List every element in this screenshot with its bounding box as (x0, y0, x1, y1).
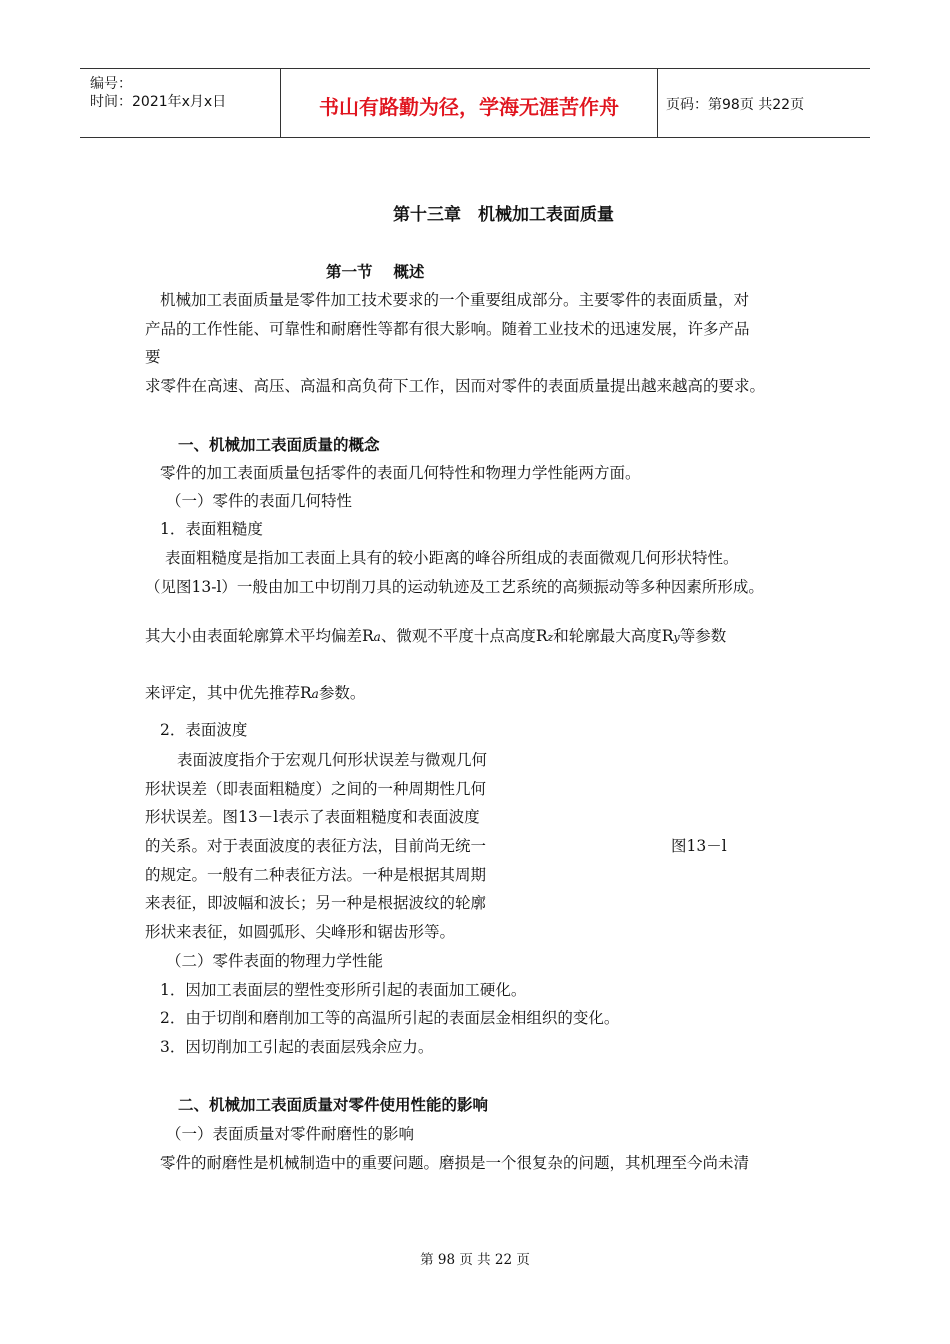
subheading: 一、机械加工表面质量的概念 (178, 435, 380, 454)
intro-line: 产品的工作性能、可靠性和耐磨性等都有很大影响。随着工业技术的迅速发展，许多产品 (145, 320, 750, 338)
waviness-line: 的规定。一般有二种表征方法。一种是根据其周期 (145, 866, 487, 884)
subsection-label: （一）零件的表面几何特性 (166, 492, 353, 510)
header-motto-cell (281, 69, 658, 137)
list-item: 2．表面波度 (160, 721, 248, 739)
subsection-label: （一）表面质量对零件耐磨性的影响 (166, 1125, 415, 1143)
number-label: 编号： (90, 76, 132, 92)
time-label: 时间：2021年x月x日 (90, 94, 227, 110)
evaluation-line: 来评定，其中优先推荐Ra参数。 (145, 684, 366, 702)
paragraph: 零件的加工表面质量包括零件的表面几何特性和物理力学性能两方面。 (160, 464, 641, 482)
section-heading: 第一节 概述 (326, 262, 425, 281)
header-page-cell (658, 69, 870, 137)
waviness-line: 形状来表征，如圆弧形、尖峰形和锯齿形等。 (145, 923, 456, 941)
intro-line: 要 (145, 348, 161, 366)
waviness-line: 的关系。对于表面波度的表征方法，目前尚无统一 (145, 837, 487, 855)
subscript-y: y (673, 631, 680, 644)
chapter-title: 第十三章 机械加工表面质量 (393, 205, 614, 225)
list-item: 1．表面粗糙度 (160, 520, 263, 538)
roughness-line: 表面粗糙度是指加工表面上具有的较小距离的峰谷所组成的表面微观几何形状特性。 (165, 549, 739, 567)
list-item: 1．因加工表面层的塑性变形所引起的表面加工硬化。 (160, 981, 527, 999)
roughness-line: （见图13-l）一般由加工中切削刀具的运动轨迹及工艺系统的高频振动等多种因素所形成。 (145, 578, 764, 596)
subheading: 二、机械加工表面质量对零件使用性能的影响 (178, 1095, 489, 1114)
subscript-a: a (373, 630, 381, 644)
waviness-line: 表面波度指介于宏观几何形状误差与微观几何 (177, 751, 488, 769)
waviness-line: 形状误差。图13－l表示了表面粗糙度和表面波度 (145, 808, 480, 826)
list-item: 2．由于切削和磨削加工等的高温所引起的表面层金相组织的变化。 (160, 1009, 620, 1027)
waviness-line: 形状误差（即表面粗糙度）之间的一种周期性几何 (145, 780, 487, 798)
subsection-label: （二）零件表面的物理力学性能 (166, 952, 384, 970)
header-meta-cell (80, 69, 281, 137)
page-header (80, 68, 870, 138)
subscript-z: z (547, 631, 554, 644)
motto-text: 书山有路勤为径，学海无涯苦作舟 (319, 95, 619, 119)
parameter-line: 其大小由表面轮廓算术平均偏差Ra、微观不平度十点高度Rz和轮廓最大高度Ry等参数 (145, 627, 727, 645)
intro-line: 机械加工表面质量是零件加工技术要求的一个重要组成部分。主要零件的表面质量，对 (160, 291, 750, 309)
page-number-label: 页码：第98页 共22页 (666, 97, 805, 113)
intro-line: 求零件在高速、高压、高温和高负荷下工作，因而对零件的表面质量提出越来越高的要求。 (145, 377, 766, 395)
paragraph: 零件的耐磨性是机械制造中的重要问题。磨损是一个很复杂的问题，其机理至今尚未清 (160, 1154, 750, 1172)
subscript-a: a (311, 687, 319, 701)
page-footer: 第 98 页 共 22 页 (420, 1252, 530, 1268)
waviness-line: 来表征，即波幅和波长；另一种是根据波纹的轮廓 (145, 894, 487, 912)
figure-caption: 图13－l (671, 837, 727, 855)
list-item: 3．因切削加工引起的表面层残余应力。 (160, 1038, 434, 1056)
